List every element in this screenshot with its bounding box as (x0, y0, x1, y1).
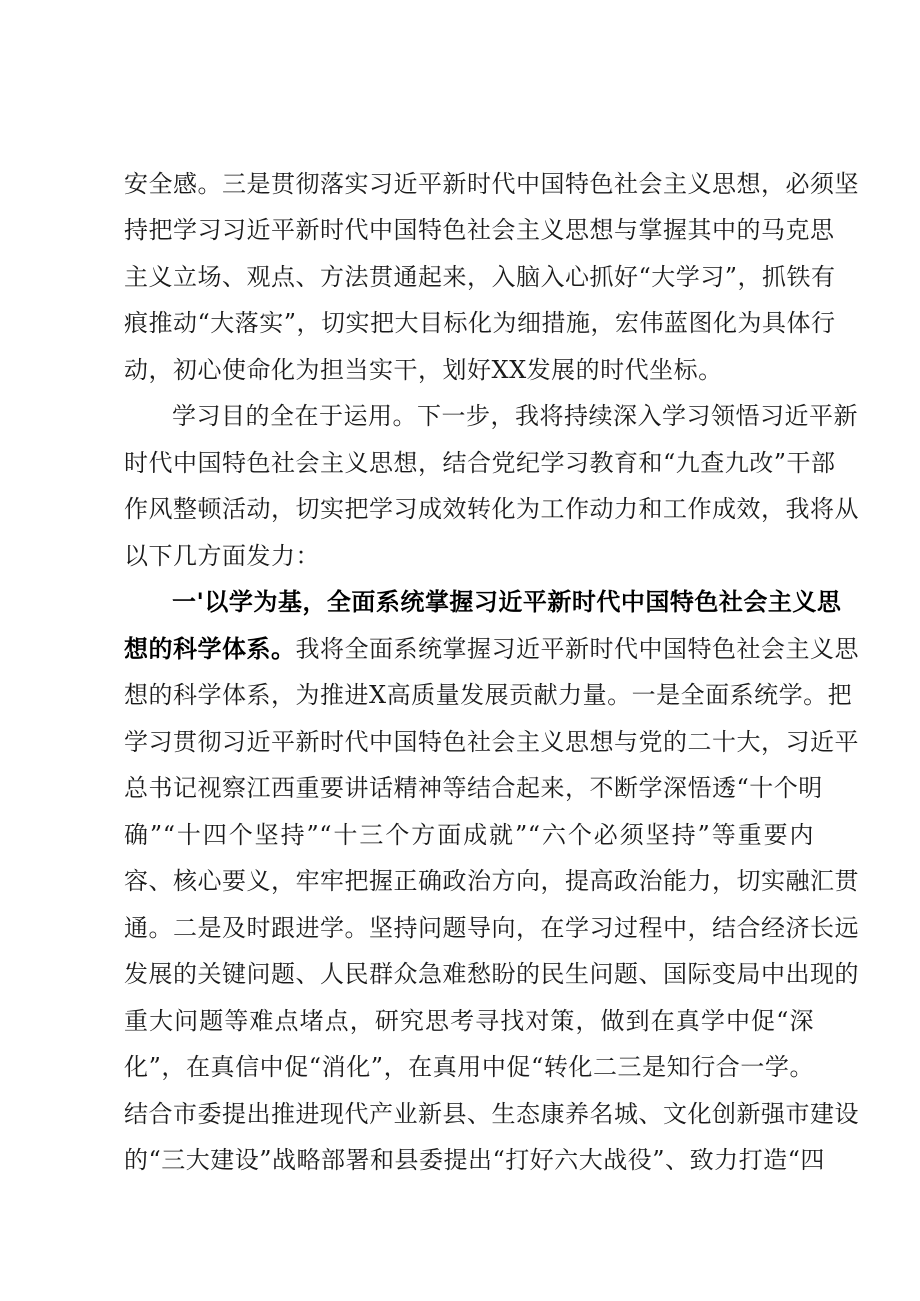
paragraph-2-line-2: 时代中国特色社会主义思想，结合党纪学习教育和“九查九改”干部 (124, 449, 836, 477)
paragraph-3-line-12: 的“三大建设”战略部署和县委提出“打好六大战役”、致力打造“四 (124, 1146, 825, 1174)
paragraph-3-line-7: 通。二是及时跟进学。坚持问题导向，在学习过程中，结合经济长远 (124, 914, 859, 942)
paragraph-1-line-1: 安全感。三是贯彻落实习近平新时代中国特色社会主义思想，必须坚 (124, 170, 859, 198)
paragraph-2-line-1: 学习目的全在于运用。下一步，我将持续深入学习领悟习近平新 (172, 402, 858, 430)
paragraph-3-line-10: 化”，在真信中促“消化”，在真用中促“转化二三是知行合一学。 (124, 1053, 814, 1081)
paragraph-3-line-1 (124, 629, 859, 669)
section-heading-line: 一'以学为基，全面系统掌握习近平新时代中国特色社会主义思 (172, 588, 842, 616)
paragraph-3-line-1-text: 我将全面系统掌握习近平新时代中国特色社会主义思 (295, 635, 859, 663)
paragraph-3-line-3: 学习贯彻习近平新时代中国特色社会主义思想与党的二十大，习近平 (124, 728, 859, 756)
section-heading-continuation: 想的科学体系。 (124, 635, 296, 663)
paragraph-1-line-4: 痕推动“大落实”，切实把大目标化为细措施，宏伟蓝图化为具体行 (124, 309, 836, 337)
paragraph-2-line-4: 以下几方面发力： (124, 542, 320, 570)
paragraph-3-line-5: 确”“十四个坚持”“十三个方面成就”“六个必须坚持”等重要内 (124, 821, 814, 849)
paragraph-3-line-9: 重大问题等难点堵点，研究思考寻找对策，做到在真学中促“深 (124, 1007, 814, 1035)
paragraph-3-line-2: 想的科学体系，为推进X高质量发展贡献力量。一是全面系统学。把 (124, 681, 853, 709)
paragraph-2-line-3: 作风整顿活动，切实把学习成效转化为工作动力和工作成效，我将从 (124, 495, 859, 523)
paragraph-3-line-4: 总书记视察江西重要讲话精神等结合起来，不断学深悟透“十个明 (124, 774, 823, 802)
paragraph-3-line-11: 结合市委提出推进现代产业新县、生态康养名城、文化创新强市建设 (124, 1100, 859, 1128)
paragraph-1-line-5: 动，初心使命化为担当实干，划好XX发展的时代坐标。 (124, 356, 723, 384)
paragraph-3-line-6: 容、核心要义，牢牢把握正确政治方向，提高政治能力，切实融汇贯 (124, 867, 859, 895)
paragraph-1-line-3: 主义立场、观点、方法贯通起来，入脑入心抓好“大学习”，抓铁有 (124, 263, 836, 291)
paragraph-3-line-8: 发展的关键问题、人民群众急难愁盼的民生问题、国际变局中出现的 (124, 960, 859, 988)
paragraph-1-line-2: 持把学习习近平新时代中国特色社会主义思想与掌握其中的马克思 (124, 216, 835, 244)
